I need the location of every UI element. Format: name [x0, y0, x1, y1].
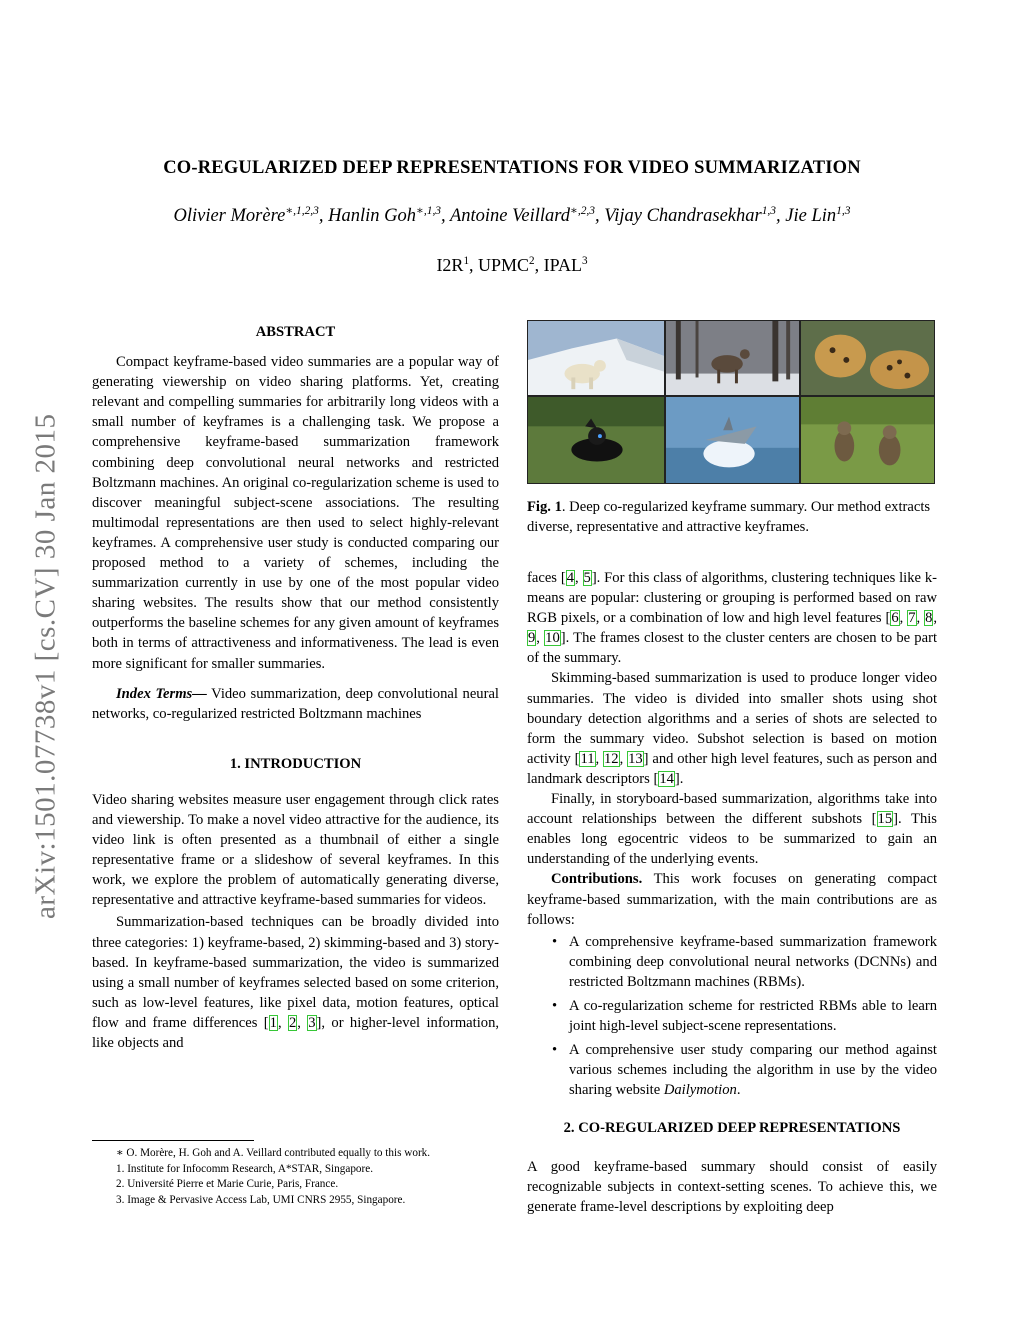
index-terms: [92, 684, 499, 724]
intro-paragraph-1: Video sharing websites measure user engagement through click rates and viewership. To make a novel video attractive for the audience, its video link is often presented as a thumbnail of either a single representative frame or a slideshow of several keyframes. In this work, we explore the problem of automatically generating diverse, representative and attractive keyframe-based summaries for videos.: [92, 791, 499, 909]
citation-link[interactable]: 1: [269, 1014, 277, 1031]
paper-title: CO-REGULARIZED DEEP REPRESENTATIONS FOR VIDEO SUMMARIZATION: [163, 158, 861, 178]
citation-link[interactable]: 7: [908, 610, 916, 627]
footnote-rule: [92, 1140, 254, 1141]
citation-link[interactable]: 9: [528, 630, 536, 647]
author-list: Olivier Morère$^{∗,1,2,3}$, Hanlin Goh$^{∗,1,3}$, Antoine Veillard$^{∗,2,3}$, Vijay Chandrasekhar$^{1,3}$, Jie Lin$^{1,3}$: [173, 204, 851, 226]
right-paragraph-2: Skimming-based summarization is used to produce longer video summaries. The video is divided into smaller shots using shot boundary detection algorithms and a series of shots are selected to form the summary video. Subshot selection is based on motion activity [11, 12, 13] and other high level features, such as person and landmark descriptors [14].: [527, 670, 938, 787]
footnote: ∗ O. Morère, H. Goh and A. Veillard contributed equally to this work.: [116, 1147, 431, 1159]
author-name: Vijay Chandrasekhar: [604, 206, 762, 226]
author-name: Jie Lin: [785, 206, 837, 226]
author-affiliation-mark: ∗,2,3: [570, 204, 596, 217]
citation-link[interactable]: 4: [566, 570, 574, 586]
section-2-paragraph: A good keyframe-based summary should consist of easily recognizable subjects in context-setting scenes. To achieve this, we generate frame-level descriptions by exploiting deep: [527, 1158, 937, 1215]
contributions-label: Contributions.: [551, 871, 643, 888]
section-2-heading: 2. CO-REGULARIZED DEEP REPRESENTATIONS: [563, 1120, 901, 1137]
author-affiliation-mark: ∗,1,3: [416, 204, 442, 217]
author-affiliation-mark: 1,3: [761, 204, 777, 217]
citation-link[interactable]: 15: [877, 811, 893, 828]
affiliation-mark: 2: [529, 255, 535, 267]
right-paragraph-1: faces [4, 5]. For this class of algorithms, clustering techniques like k-means are popular: clustering or grouping is performed based on raw RGB pixels, or a combination of low and high level features [6, 7, 8, 9, 10]. The frames closest to the cluster centers are chosen to be part of the summary.: [527, 570, 938, 667]
abstract-text: Compact keyframe-based video summaries are a popular way of generating viewership on video sharing platforms. Yet, creating relevant and compelling summaries for arbitrarily long videos with a small number of keyframes is a challenging task. We propose a comprehensive keyframe-based summarization framework combining deep convolutional neural networks and restricted Boltzmann machines. An original co-regularization scheme is used to discover meaningful subject-scene associations. The resulting multimodal representations are then used to select highly-relevant keyframes. A comprehensive user study is conducted comparing our proposed method to a variety of schemes, including the summarization currently in use by one of the most popular video sharing websites. The results show that our method consistently outperforms the baseline schemes for any given amount of keyframes both in terms of attractiveness and informativeness. The lead is even more significant for smaller summaries.: [92, 354, 499, 672]
author-name: Hanlin Goh: [328, 206, 417, 226]
footnote: 2. Université Pierre et Marie Curie, Paris, France.: [116, 1178, 339, 1190]
figure-caption-text: . Deep co-regularized keyframe summary. Our method extracts diverse, representative and attractive keyframes.: [527, 499, 931, 536]
abstract-heading: ABSTRACT: [255, 324, 336, 340]
citation-link[interactable]: 6: [891, 610, 899, 627]
affiliation-name: IPAL: [543, 255, 582, 275]
citation-link[interactable]: 12: [604, 750, 619, 767]
thumbnail-polar-bear: [527, 320, 665, 396]
contribution-list: [527, 932, 937, 1101]
citation-link[interactable]: 14: [659, 770, 674, 787]
author-name: Antoine Veillard: [449, 206, 571, 226]
contributions-paragraph: Contributions. This work focuses on generating compact keyframe-based summarization, with the main contributions are as follows:: [527, 871, 937, 928]
thumbnail-leopards: [800, 320, 935, 396]
intro-paragraph-2: Summarization-based techniques can be broadly divided into three categories: 1) keyframe-based, 2) skimming-based and 3) story-based. In keyframe-based summarization, the video is summarized using a small number of keyframes selected based on some criterion, such as low-level features, like pixel data, motion features, optical flow and frame differences [1, 2, 3], or higher-level information, like objects and: [92, 914, 500, 1051]
right-paragraph-3: Finally, in storyboard-based summarization, algorithms take into account relationships between the different subshots [15]. This enables long egocentric videos to be summarized to gain an understanding of the underlying events.: [527, 791, 937, 868]
index-terms-label: Index Terms—: [116, 685, 207, 702]
thumbnail-deer-in-snow: [665, 320, 800, 396]
affiliation-list: $I2R^1$, UPMC$^2$, IPAL$^3$: [436, 255, 588, 275]
citation-link[interactable]: 10: [545, 630, 560, 647]
citation-link[interactable]: 11: [580, 750, 595, 767]
list-item: • A comprehensive keyframe-based summarization framework combining deep convolutional neural networks (DCNNs) and restricted Boltzmann machines (RBMs).: [552, 933, 937, 990]
author-name: Olivier Morère: [173, 206, 286, 226]
affiliation-mark: 3: [581, 255, 588, 267]
intro-heading: 1. INTRODUCTION: [229, 755, 362, 772]
author-affiliation-mark: ∗,1,2,3: [285, 204, 319, 217]
citation-link[interactable]: 13: [628, 750, 643, 767]
thumbnail-monkeys: [800, 396, 935, 484]
footnote: 1. Institute for Infocomm Research, A*STAR, Singapore.: [116, 1162, 373, 1175]
figure-caption: [527, 497, 937, 537]
footnote: 3. Image & Pervasive Access Lab, UMI CNRS 2955, Singapore.: [116, 1193, 406, 1206]
index-terms-text: Video summarization, deep convolutional neural networks, co-regularized restricted Boltzmann machines: [92, 685, 499, 722]
right-column: [527, 568, 937, 1217]
citation-link[interactable]: 2: [288, 1014, 297, 1031]
arxiv-stamp: arXiv:1501.07738v1 [cs.CV] 30 Jan 2015: [29, 413, 62, 919]
list-item: • A comprehensive user study comparing our method against various schemes including the algorithm in use by the video sharing website Dailymotion.: [552, 1042, 937, 1099]
figure-keyframe-grid: [527, 320, 935, 484]
citation-link[interactable]: 8: [925, 610, 933, 627]
list-item: • A co-regularization scheme for restricted RBMs able to learn joint high-level subject-scene representations.: [552, 997, 937, 1035]
thumbnail-bird: [527, 396, 665, 484]
affiliation-mark: 1: [463, 255, 470, 267]
citation-link[interactable]: 5: [583, 570, 591, 586]
left-column: [92, 322, 499, 1053]
affiliation-name: I2R: [436, 255, 464, 275]
figure-label: Fig. 1: [527, 499, 562, 515]
thumbnail-shark: [665, 396, 800, 484]
author-affiliation-mark: 1,3: [836, 204, 851, 217]
footnotes: [92, 1140, 502, 1208]
affiliation-name: UPMC: [478, 255, 530, 275]
citation-link[interactable]: 3: [308, 1014, 316, 1031]
